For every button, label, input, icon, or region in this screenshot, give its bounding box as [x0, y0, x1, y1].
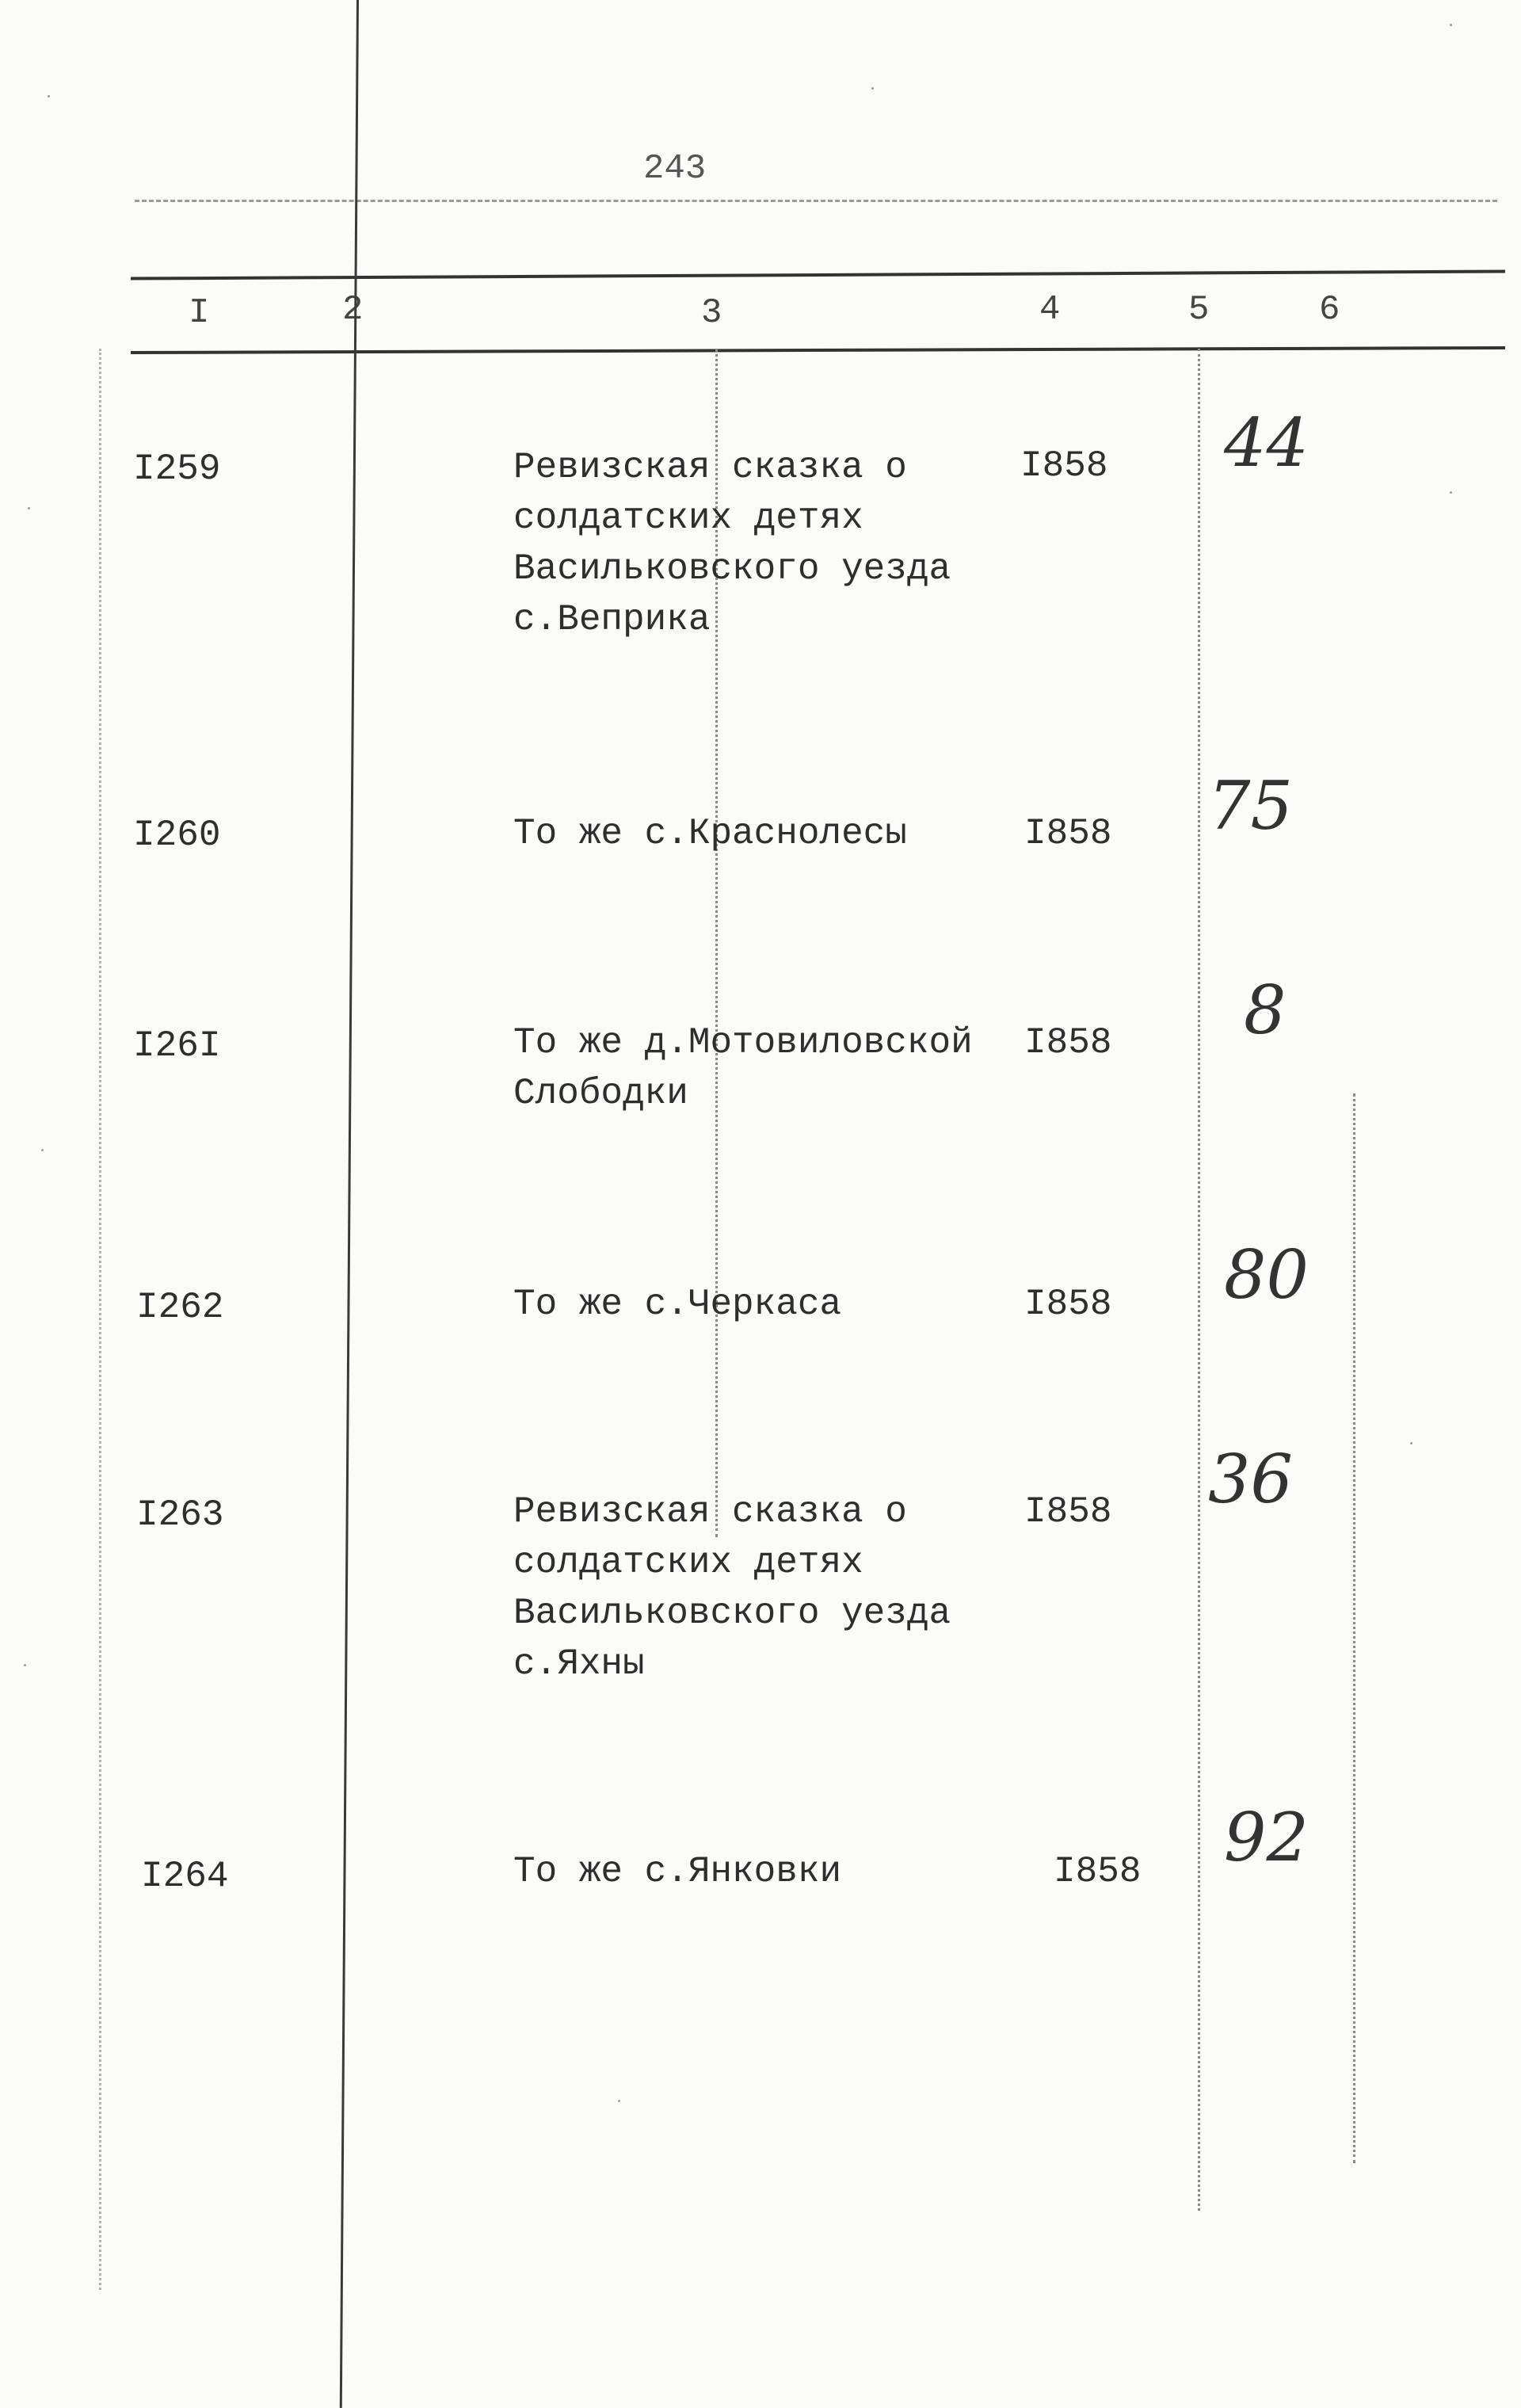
- row-3-sheets-handwritten: 8: [1244, 971, 1287, 1049]
- row-3-description-line-2: Слободки: [513, 1073, 688, 1114]
- row-5-description-line-3: Васильковского уезда: [513, 1593, 951, 1634]
- column-header-6: 6: [1319, 290, 1340, 330]
- scan-speck: [871, 87, 874, 90]
- row-5-description-line-1: Ревизская сказка о: [513, 1491, 907, 1532]
- row-1-sheets-handwritten: 44: [1224, 404, 1309, 482]
- page-number: 243: [643, 149, 707, 189]
- row-2-number: I260: [133, 815, 221, 856]
- scan-speck: [28, 507, 30, 509]
- row-2-sheets-handwritten: 75: [1208, 767, 1293, 845]
- row-4-sheets-handwritten: 80: [1224, 1236, 1309, 1314]
- row-1-number: I259: [133, 448, 221, 490]
- column-divider-5-6: [1353, 1093, 1355, 2163]
- row-6-sheets-handwritten: 92: [1224, 1799, 1309, 1876]
- row-1-description-line-4: с.Веприка: [513, 599, 711, 640]
- row-5-description-line-2: солдатских детях: [513, 1542, 863, 1583]
- row-3-year: I858: [1024, 1022, 1112, 1063]
- column-header-1: I: [189, 293, 210, 333]
- scan-speck: [1450, 491, 1452, 494]
- row-5-sheets-handwritten: 36: [1208, 1441, 1293, 1518]
- scan-speck: [48, 95, 50, 97]
- scan-speck: [1450, 24, 1452, 26]
- row-1-description-line-1: Ревизская сказка о: [513, 447, 907, 488]
- column-header-5: 5: [1188, 290, 1210, 330]
- column-divider-4-5: [1198, 349, 1200, 2211]
- row-3-number: I26I: [133, 1025, 221, 1067]
- row-6-description-line-1: То же с.Янковки: [513, 1851, 842, 1892]
- row-5-year: I858: [1024, 1491, 1112, 1532]
- scan-speck: [618, 2100, 620, 2102]
- row-6-number: I264: [141, 1856, 229, 1897]
- header-bottom-rule: [131, 346, 1505, 354]
- row-4-description-line-1: То же с.Черкаса: [513, 1284, 842, 1325]
- column-divider-1-2: [340, 0, 359, 2408]
- row-1-year: I858: [1020, 445, 1108, 487]
- row-5-description-line-4: с.Яхны: [513, 1643, 645, 1685]
- scan-speck: [41, 1149, 44, 1151]
- row-6-description: [513, 1846, 841, 1897]
- header-top-rule: [131, 269, 1505, 280]
- row-4-description: [513, 1279, 841, 1330]
- header-dashed-rule: [135, 200, 1497, 202]
- row-6-year: I858: [1054, 1851, 1142, 1892]
- row-2-description-line-1: То же с.Краснолесы: [513, 813, 907, 854]
- row-1-description: [513, 442, 951, 645]
- row-1-description-line-2: солдатских детях: [513, 498, 863, 539]
- row-2-year: I858: [1024, 813, 1112, 854]
- column-header-2: 2: [342, 290, 364, 330]
- left-margin-dots: [99, 349, 101, 2290]
- scan-speck: [24, 1664, 26, 1666]
- row-3-description-line-1: То же д.Мотовиловской: [513, 1022, 973, 1063]
- column-header-3: 3: [701, 293, 722, 333]
- row-5-description: [513, 1486, 951, 1689]
- row-3-description: [513, 1017, 973, 1119]
- row-4-year: I858: [1024, 1284, 1112, 1325]
- row-1-description-line-3: Васильковского уезда: [513, 548, 951, 590]
- row-4-number: I262: [136, 1287, 224, 1328]
- row-2-description: [513, 808, 907, 859]
- column-header-4: 4: [1039, 290, 1061, 330]
- scan-speck: [1410, 1442, 1412, 1444]
- row-5-number: I263: [136, 1494, 224, 1536]
